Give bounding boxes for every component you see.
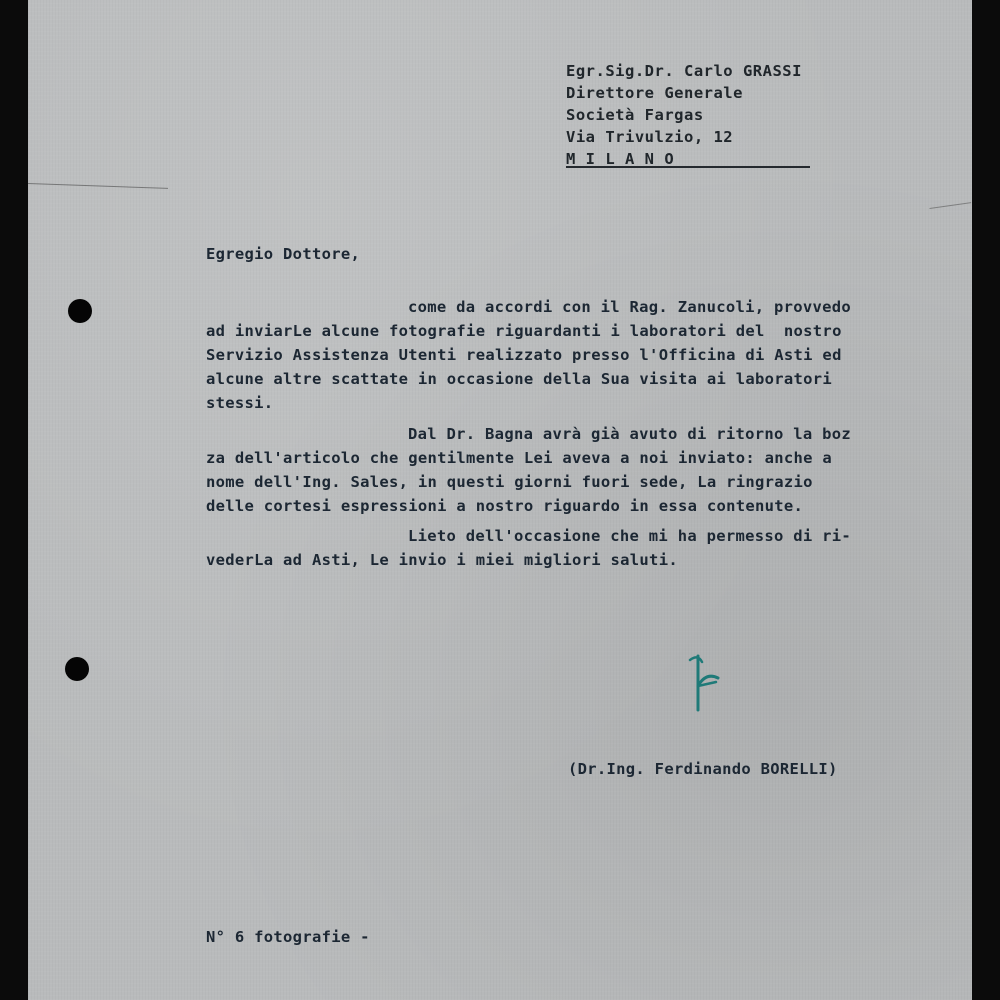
city-underline (566, 166, 810, 168)
recipient-city: M I L A N O (566, 150, 675, 168)
paragraph-1-line: alcune altre scattate in occasione della Sua visita ai laboratori (206, 370, 833, 388)
paragraph-3-line: vederLa ad Asti, Le invio i miei migliori saluti. (206, 551, 678, 569)
recipient-title: Direttore Generale (566, 84, 743, 102)
handwritten-initial-signature (684, 652, 724, 716)
recipient-street: Via Trivulzio, 12 (566, 128, 734, 146)
paragraph-2-line: delle cortesi espressioni a nostro riguardo in essa contenute. (206, 497, 804, 515)
paragraph-1-line: ad inviarLe alcune fotografie riguardanti i laboratori del nostro (206, 322, 842, 340)
recipient-name: Egr.Sig.Dr. Carlo GRASSI (566, 62, 802, 80)
paragraph-1-line: Servizio Assistenza Utenti realizzato presso l'Officina di Asti ed (206, 346, 842, 364)
signatory-name: (Dr.Ing. Ferdinando BORELLI) (568, 760, 838, 778)
paragraph-3-first-line: Lieto dell'occasione che mi ha permesso di ri- (408, 527, 852, 545)
punch-hole-top (68, 299, 92, 323)
paragraph-2-first-line: Dal Dr. Bagna avrà già avuto di ritorno la boz (408, 425, 852, 443)
paragraph-1-first-line: come da accordi con il Rag. Zanucoli, provvedo (408, 298, 852, 316)
recipient-company: Società Fargas (566, 106, 704, 124)
salutation: Egregio Dottore, (206, 245, 361, 263)
scan-border (972, 0, 1000, 1000)
paragraph-2-line: nome dell'Ing. Sales, in questi giorni fuori sede, La ringrazio (206, 473, 813, 491)
paragraph-1-line: stessi. (206, 394, 274, 412)
enclosure-note: N° 6 fotografie - (206, 928, 370, 946)
punch-hole-bottom (65, 657, 89, 681)
paragraph-2-line: za dell'articolo che gentilmente Lei aveva a noi inviato: anche a (206, 449, 833, 467)
